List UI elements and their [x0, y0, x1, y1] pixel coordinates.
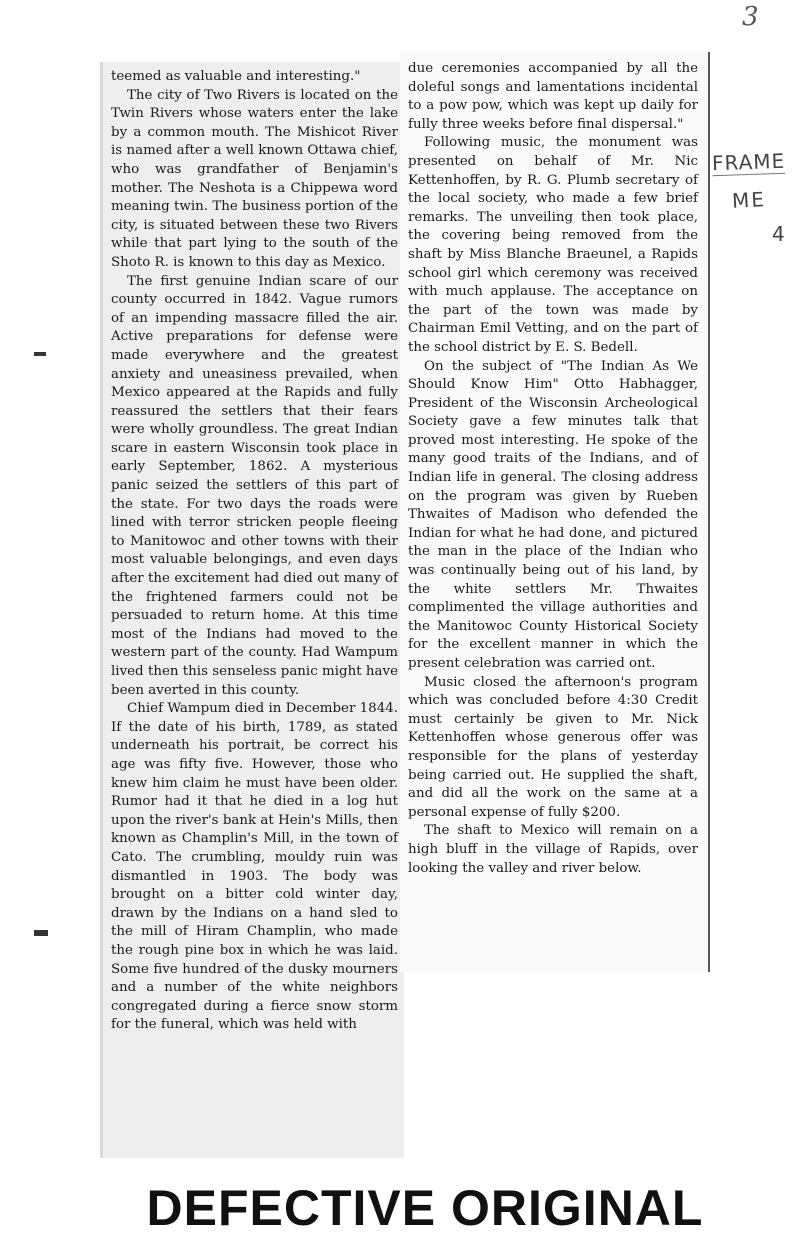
margin-note-line: ME [731, 187, 767, 213]
scan-mark [34, 930, 48, 936]
paragraph: Chief Wampum died in December 1844. If the date of his birth, 1789, as stated underneath his portrait, be correct his age was fifty five. However, those who knew him claim he must have been older. Rumor had it that he died in a log hut upon the river's bank at Hein's Mills, then known as Champlin's Mill, in the town of Cato. The crumbling, mouldy ruin was dismantled in 1903. The body was brought on a bitter cold winter day, drawn by the Indians on a hand sled to the mill of Hiram Champlin, who made the rough pine box in which he was laid. Some five hundred of the dusky mourners and a number of the white neighbors congregated during a fierce snow storm for the funeral, which was held with [111, 701, 398, 1033]
margin-note-line: FRAME [711, 148, 786, 176]
margin-note-line: 4 [772, 222, 785, 246]
article-column-left [100, 62, 404, 1158]
handwritten-margin-note [712, 150, 800, 250]
paragraph: On the subject of "The Indian As We Should Know Him" Otto Habhagger, President of the Wisconsin Archeological Society gave a few minutes talk that proved most interesting. He spoke of the many good traits of the Indians, and of Indian life in general. The closing address on the program was given by Rueben Thwaites of Madison who defended the Indian for what he had done, and pictured the man in the place of the Indian who was continually being out of his land, by the white settlers Mr. Thwaites complimented the village authorities and the Manitowoc County Historical Society for the excellent manner in which the present celebration was carried ont. [408, 358, 698, 671]
paragraph: due ceremonies accompanied by all the doleful songs and lamentations incidental to a pow pow, which was kept up daily for fully three weeks before final dispersal." [408, 61, 698, 132]
paragraph: The first genuine Indian scare of our county occurred in 1842. Vague rumors of an impending massacre filled the air. Active preparations for defense were made everywhere and the greatest anxiety and uneasiness prevailed, when Mexico appeared at the Rapids and fully reassured the settlers that their fears were wholly groundless. The great Indian scare in eastern Wisconsin took place in early September, 1862. A mysterious panic seized the settlers of this part of the state. For two days the roads were lined with terror stricken people fleeing to Manitowoc and other towns with their most valuable belongings, and even days after the excitement had died out many of the frightened farmers could not be persuaded to return home. At this time most of the Indians had moved to the western part of the county. Had Wampum lived then this senseless panic might have been averted in this county. [111, 273, 398, 698]
page-number: 3 [742, 2, 759, 32]
paragraph: Following music, the monument was presented on behalf of Mr. Nic Kettenhoffen, by R. G. Plumb secretary of the local society, who made a few brief remarks. The unveiling then took place, the covering being removed from the shaft by Miss Blanche Braeunel, a Rapids school girl which ceremony was received with much applause. The acceptance on the part of the town was made by Chairman Emil Vetting, and on the part of the school district by E. S. Bedell. [408, 135, 698, 355]
paragraph: The city of Two Rivers is located on the Twin Rivers whose waters enter the lake by a common mouth. The Mishicot River is named after a well known Ottawa chief, who was grandfather of Benjamin's mother. The Neshota is a Chippewa word meaning twin. The business portion of the city, is situated between these two Rivers while that part lying to the south of the Shoto R. is known to this day as Mexico. [111, 87, 398, 270]
paragraph: The shaft to Mexico will remain on a high bluff in the village of Rapids, over looking the valley and river below. [408, 823, 698, 876]
article-column-right [400, 52, 710, 972]
defective-original-stamp: DEFECTIVE ORIGINAL [146, 1180, 704, 1236]
paragraph: Music closed the afternoon's program which was concluded before 4:30 Credit must certainly be given to Mr. Nick Kettenhoffen whose generous offer was responsible for the plans of yesterday being carried out. He supplied the shaft, and did all the work on the same at a personal expense of fully $200. [408, 674, 698, 820]
scan-mark [34, 352, 46, 356]
paragraph: teemed as valuable and interesting." [111, 69, 361, 84]
